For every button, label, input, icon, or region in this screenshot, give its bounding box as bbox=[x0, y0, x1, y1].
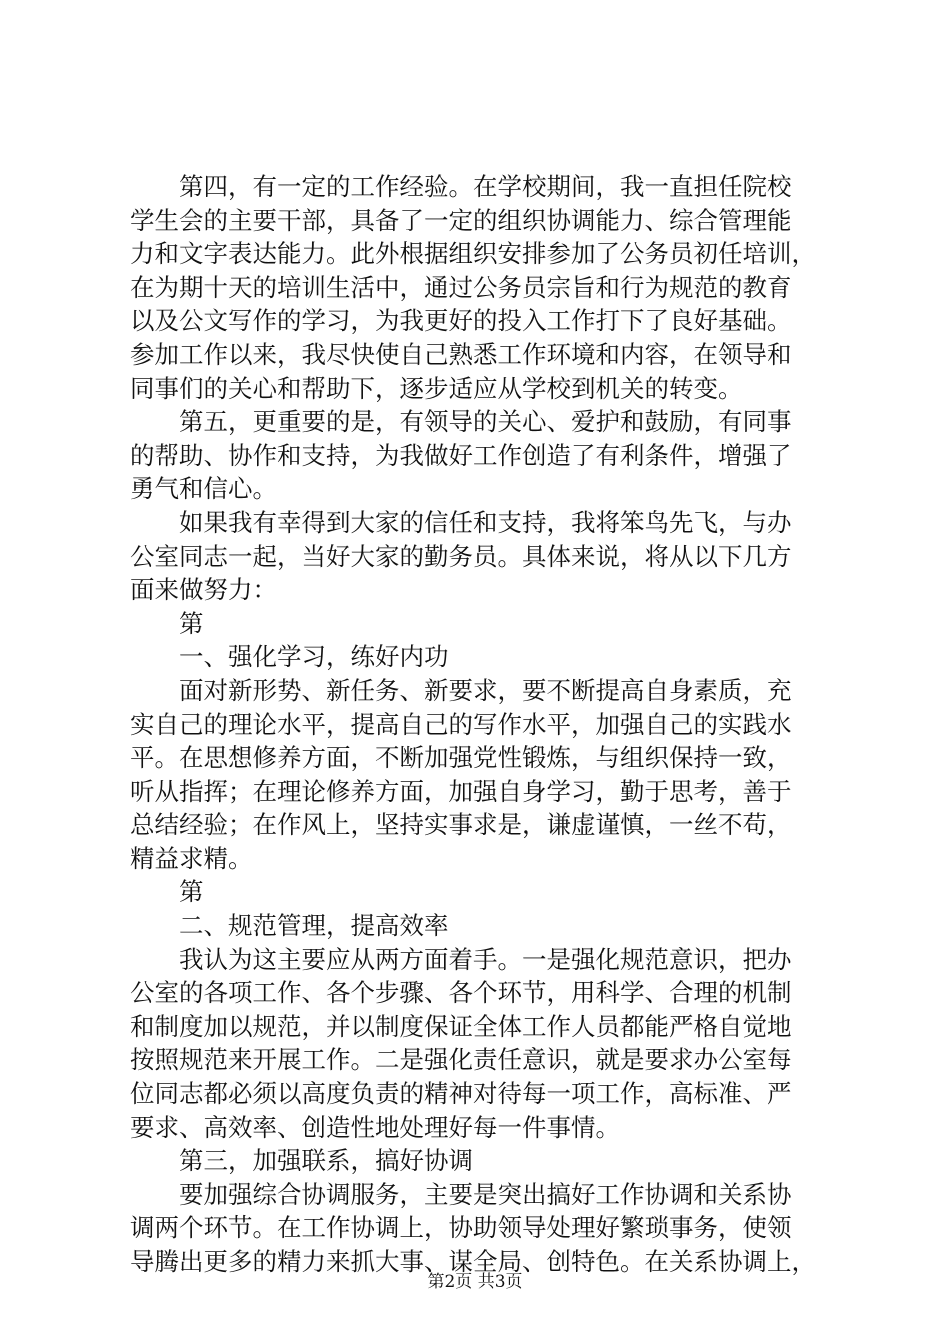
text-line: 的帮助、协作和支持，为我做好工作创造了有利条件，增强了 bbox=[130, 440, 792, 470]
text-line: 勇气和信心。 bbox=[130, 474, 277, 504]
section-heading: 一、强化学习，练好内功 bbox=[130, 642, 449, 672]
text-line: 学生会的主要干部，具备了一定的组织协调能力、综合管理能 bbox=[130, 205, 792, 235]
text-line: 调两个环节。在工作协调上，协助领导处理好繁琐事务，使领 bbox=[130, 1213, 792, 1243]
document-body bbox=[130, 170, 842, 1279]
section-heading: 第三，加强联系，搞好协调 bbox=[130, 1146, 473, 1176]
section-heading: 二、规范管理，提高效率 bbox=[130, 911, 449, 941]
text-line: 在为期十天的培训生活中，通过公务员宗旨和行为规范的教育 bbox=[130, 272, 792, 302]
text-line: 面对新形势、新任务、新要求，要不断提高自身素质，充 bbox=[130, 675, 792, 705]
text-line: 参加工作以来，我尽快使自己熟悉工作环境和内容，在领导和 bbox=[130, 339, 792, 369]
text-line: 精益求精。 bbox=[130, 843, 253, 873]
text-line: 力和文字表达能力。此外根据组织安排参加了公务员初任培训， bbox=[130, 239, 816, 269]
text-line: 位同志都必须以高度负责的精神对待每一项工作，高标准、严 bbox=[130, 1079, 792, 1109]
text-line: 和制度加以规范，并以制度保证全体工作人员都能严格自觉地 bbox=[130, 1011, 792, 1041]
text-line: 导腾出更多的精力来抓大事、谋全局、创特色。在关系协调上， bbox=[130, 1247, 816, 1276]
text-line: 公室的各项工作、各个步骤、各个环节，用科学、合理的机制 bbox=[130, 978, 792, 1008]
text-line: 平。在思想修养方面，不断加强党性锻炼，与组织保持一致， bbox=[130, 743, 792, 773]
text-line: 总结经验；在作风上，坚持实事求是，谦虚谨慎，一丝不苟， bbox=[130, 810, 792, 840]
text-line: 要加强综合协调服务，主要是突出搞好工作协调和关系协 bbox=[130, 1179, 792, 1209]
text-line: 我认为这主要应从两方面着手。一是强化规范意识，把办 bbox=[130, 944, 792, 974]
text-line: 第 bbox=[130, 877, 204, 907]
text-line: 以及公文写作的学习，为我更好的投入工作打下了良好基础。 bbox=[130, 306, 792, 336]
page-number-footer: 第2页 共3页 bbox=[427, 1272, 523, 1292]
text-line: 公室同志一起，当好大家的勤务员。具体来说，将从以下几方 bbox=[130, 541, 792, 571]
text-line: 同事们的关心和帮助下，逐步适应从学校到机关的转变。 bbox=[130, 373, 743, 403]
text-line: 如果我有幸得到大家的信任和支持，我将笨鸟先飞，与办 bbox=[130, 507, 792, 537]
text-line: 听从指挥；在理论修养方面，加强自身学习，勤于思考，善于 bbox=[130, 776, 792, 806]
text-line: 面来做努力： bbox=[130, 575, 277, 605]
text-line: 第五，更重要的是，有领导的关心、爱护和鼓励，有同事 bbox=[130, 407, 792, 437]
text-line: 第四，有一定的工作经验。在学校期间，我一直担任院校 bbox=[130, 172, 792, 201]
text-line: 实自己的理论水平，提高自己的写作水平，加强自己的实践水 bbox=[130, 709, 792, 739]
text-line: 要求、高效率、创造性地处理好每一件事情。 bbox=[130, 1112, 620, 1142]
text-line: 按照规范来开展工作。二是强化责任意识，就是要求办公室每 bbox=[130, 1045, 792, 1075]
text-line: 第 bbox=[130, 608, 204, 638]
